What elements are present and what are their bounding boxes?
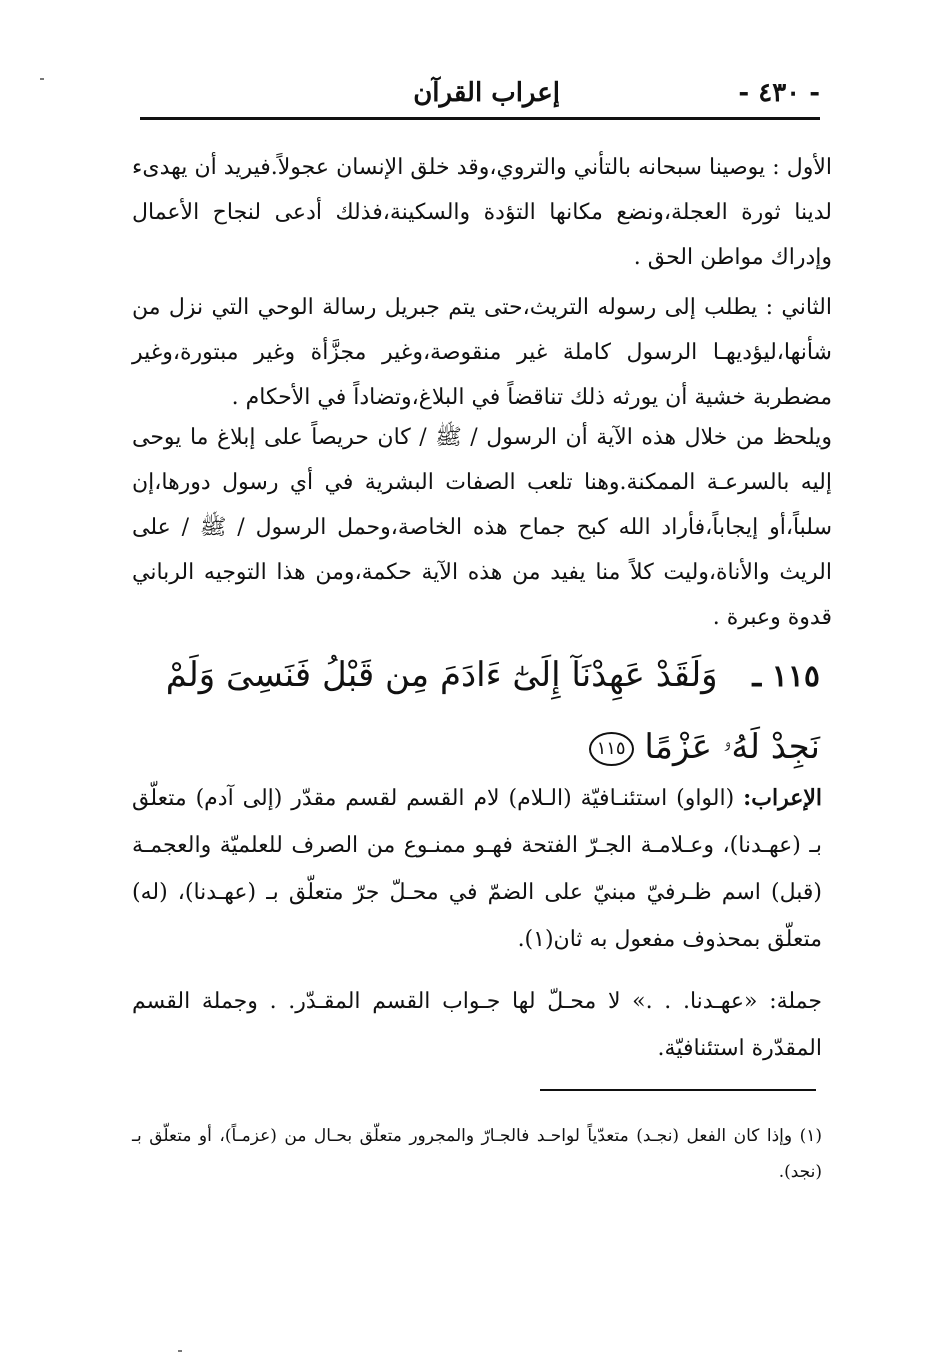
sentence-analysis: جملة: «عهـدنا. . .» لا محـلّ لها جـواب القسم المقـدّر. . وجملة القسم المقدّرة استئنافيّة. <box>132 989 822 1061</box>
paragraph-second: الثاني : يطلب إلى رسوله التريث،حتى يتم جبريل رسالة الوحي التي نزل من شأنها،ليؤديهـا الرسول كاملة غير منقوصة،وغير مجزَّأة وغير مبتورة،وغير مضطربة خشية أن يورثه ذلك تناقضاً في البلاغ،وتضاداً في الأحكام . <box>132 295 832 410</box>
footnote-rule <box>540 1089 816 1091</box>
scan-speck <box>178 1350 182 1352</box>
paragraph-observation: ويلحظ من خلال هذه الآية أن الرسول / ﷺ / كان حريصاً على إبلاغ ما يوحى إليه بالسرعـة الممكنة.وهنا تلعب الصفات البشرية في أي رسول دورها،إن سلباً،أو إيجاباً،فأراد الله كبح جماح هذه الخاصة،وحمل الرسول / ﷺ / على الريث والأناة،وليت كلاً منا يفيد من هذه الآية حكمة،ومن هذا التوجيه الرباني قدوة وعبرة . <box>132 425 832 630</box>
verse-end-marker-icon: ١١٥ <box>589 732 634 766</box>
header-rule <box>140 117 820 120</box>
quran-verse <box>140 640 820 782</box>
irab-text: (الواو) استئنـافيّة (الـلام) لام القسم لقسم مقدّر (إلى آدم) متعلّق بـ (عهـدنا)، وعـلامـة الجـرّ الفتحة فهـو ممنـوع من الصرف للعلميّة والعجمـة (قبل) اسم ظـرفيّ مبنيّ على الضمّ في محـلّ جرّ متعلّق بـ (عهـدنا)، (له) متعلّق بمحذوف مفعول به ثان(١). <box>132 786 822 952</box>
verse-text: وَلَقَدْ عَهِدْنَآ إِلَىٰٓ ءَادَمَ مِن قَبْلُ فَنَسِىَ وَلَمْ نَجِدْ لَهُۥ عَزْمًا <box>165 655 820 767</box>
running-title: إعراب القرآن <box>413 78 560 108</box>
scan-speck <box>40 78 44 80</box>
page-number: - ٤٣٠ - <box>738 78 820 108</box>
paragraph-first: الأول : يوصينا سبحانه بالتأني والتروي،وقد خلق الإنسان عجولاً.فيريد أن يهدىء لدينا ثورة العجلة،ونضع مكانها التؤدة والسكينة،فذلك أدعى لنجاح الأعمال وإدراك مواطن الحق . <box>132 155 832 270</box>
page-header <box>140 72 820 116</box>
irab-section <box>132 775 822 963</box>
footnote: (١) وإذا كان الفعل (نجـد) متعدّياً لواحـد فالجـارّ والمجرور متعلّق بحـال من (عزمـاً)، أو متعلّق بـ (نجد). <box>132 1126 822 1182</box>
irab-label: الإعراب: <box>743 785 822 811</box>
verse-number: ١١٥ ـ <box>752 659 820 694</box>
